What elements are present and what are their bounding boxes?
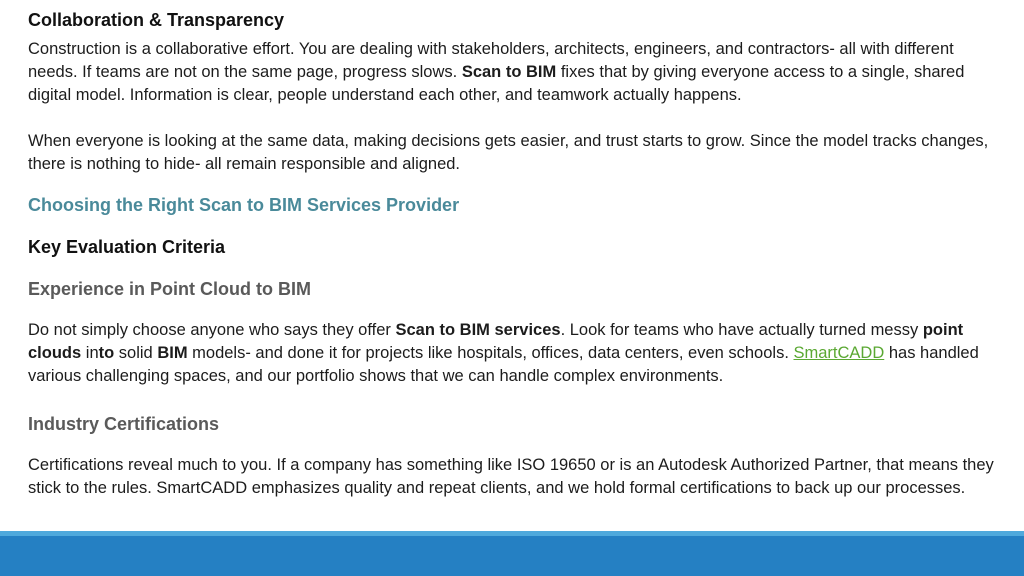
text-run: Construction is a collaborative effort. You are dealing with stakeholders, architects, engineers, and contractors- all with different needs. If teams are not on the same page, progress slows. [28, 40, 954, 81]
paragraph-certifications: Certifications reveal much to you. If a company has something like ISO 19650 or is an Autodesk Authorized Partner, that means they stick to the rules. SmartCADD emphasizes quality and repeat clients, and we hold formal certifications to back up our processes. [28, 456, 994, 497]
text-run: has handled various challenging spaces, and our portfolio shows that we can handle complex environments. [28, 344, 979, 385]
bold-run: BIM [157, 344, 188, 362]
heading-experience-point-cloud: Experience in Point Cloud to BIM [28, 279, 312, 299]
heading-choosing-provider: Choosing the Right Scan to BIM Services Provider [28, 195, 460, 215]
footer-bar [0, 536, 1024, 576]
text-run: models- and done it for projects like hospitals, offices, data centers, even schools. [187, 344, 794, 362]
paragraph-collaboration-1 [28, 38, 996, 107]
smartcadd-link[interactable]: SmartCADD [793, 344, 885, 362]
bold-run: Scan to BIM services [395, 321, 561, 339]
heading-key-criteria: Key Evaluation Criteria [28, 237, 226, 257]
text-run: solid [114, 344, 158, 362]
bold-run: Scan to BIM [461, 63, 557, 81]
heading-collaboration: Collaboration & Transparency [28, 10, 285, 30]
paragraph-experience [28, 319, 996, 388]
paragraph-collaboration-2: When everyone is looking at the same data, making decisions gets easier, and trust starts to grow. Since the model tracks changes, there is nothing to hide- all remain responsible and aligned. [28, 132, 989, 173]
text-run: fixes that by giving everyone access to a single, shared digital model. Information is clear, people understand each other, and teamwork actually happens. [28, 63, 965, 104]
text-run: . Look for teams who have actually turned messy [560, 321, 923, 339]
bold-run: point clouds [28, 321, 964, 362]
bold-run: to [98, 344, 115, 362]
heading-industry-certifications: Industry Certifications [28, 414, 220, 434]
text-run: in [81, 344, 99, 362]
text-run: Do not simply choose anyone who says they offer [28, 321, 396, 339]
